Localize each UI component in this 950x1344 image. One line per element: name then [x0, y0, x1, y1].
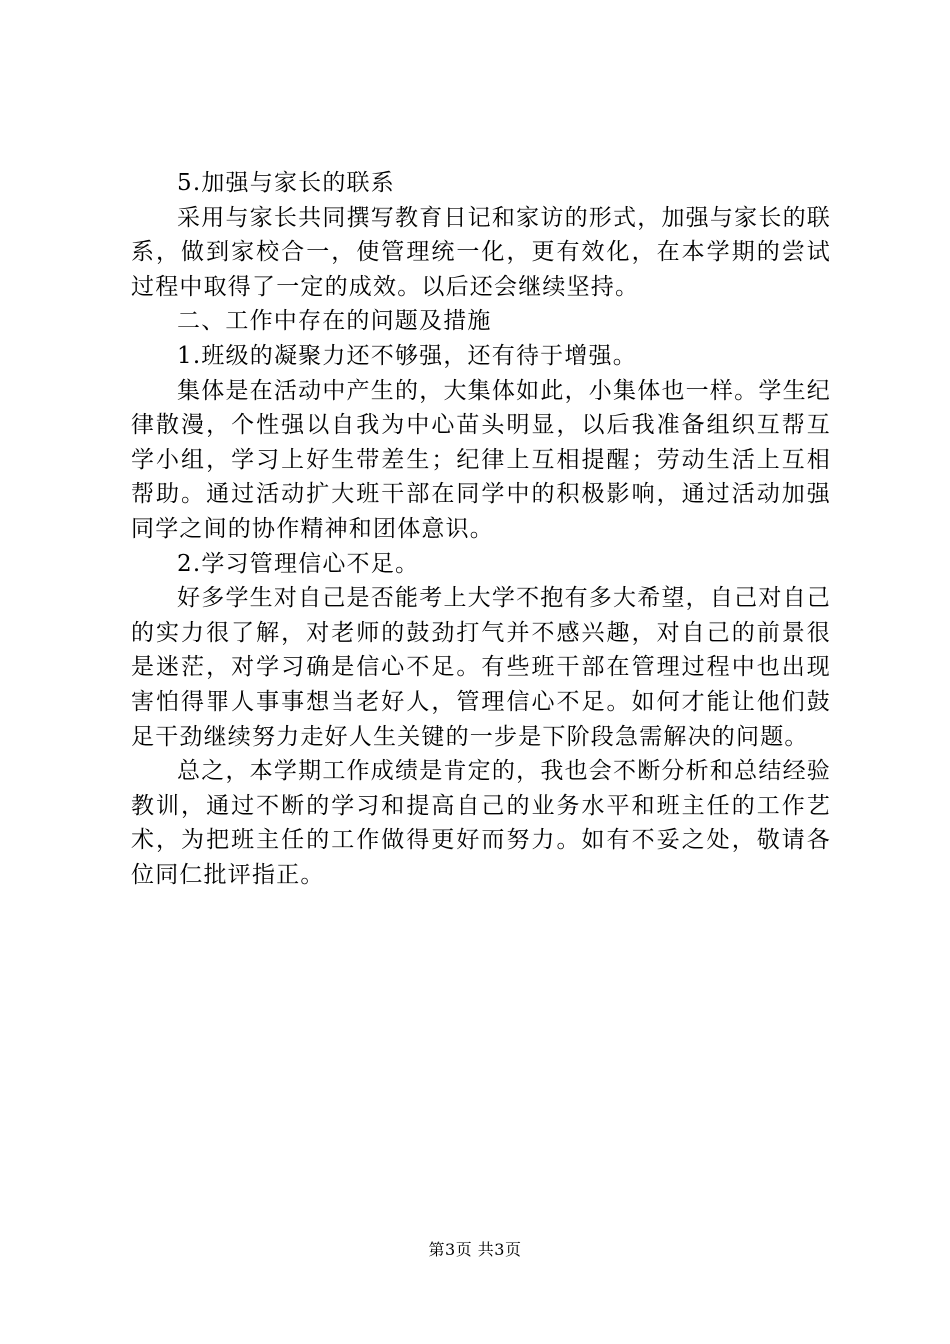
paragraph-class-cohesion: 集体是在活动中产生的，大集体如此，小集体也一样。学生纪律散漫，个性强以自我为中心苗头明显，以后我准备组织互帮互学小组，学习上好生带差生；纪律上互相提醒；劳动生活上互相帮助。通过活动扩大班干部在同学中的积极影响，通过活动加强同学之间的协作精神和团体意识。 [131, 377, 831, 542]
paragraph-conclusion: 总之，本学期工作成绩是肯定的，我也会不断分析和总结经验教训，通过不断的学习和提高自己的业务水平和班主任的工作艺术，为把班主任的工作做得更好而努力。如有不妥之处，敬请各位同仁批评指正。 [131, 758, 831, 888]
heading-class-cohesion: 1.班级的凝聚力还不够强，还有待于增强。 [177, 342, 637, 369]
page-footer: 第3页 共3页 [428, 1240, 522, 1259]
heading-problems-measures: 二、工作中存在的问题及措施 [177, 308, 492, 335]
paragraph-learning-confidence: 好多学生对自己是否能考上大学不抱有多大希望，自己对自己的实力很了解，对老师的鼓劲打气并不感兴趣，对自己的前景很是迷茫，对学习确是信心不足。有些班干部在管理过程中也出现害怕得罪人事事想当老好人，管理信心不足。如何才能让他们鼓足干劲继续努力走好人生关键的一步是下阶段急需解决的问题。 [131, 585, 831, 750]
heading-learning-confidence: 2.学习管理信心不足。 [177, 550, 420, 577]
heading-home-contact: 5.加强与家长的联系 [177, 170, 395, 196]
paragraph-home-contact: 采用与家长共同撰写教育日记和家访的形式，加强与家长的联系，做到家校合一，使管理统一化，更有效化，在本学期的尝试过程中取得了一定的成效。以后还会继续坚持。 [131, 204, 831, 300]
document-body [131, 166, 831, 892]
